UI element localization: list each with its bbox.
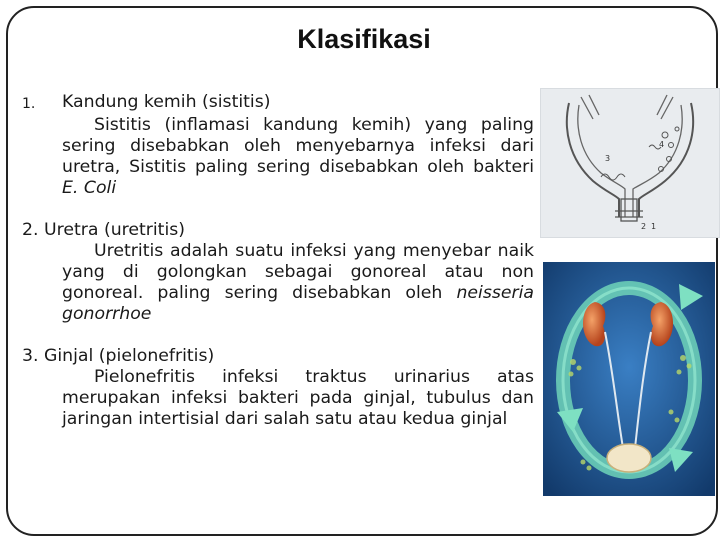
kidney-cycle-drawing: [543, 262, 715, 496]
diagram-label: 3: [605, 154, 611, 163]
section-heading: 2. Uretra (uretritis): [22, 220, 186, 240]
paragraph-italic: E. Coli: [62, 178, 117, 198]
bladder-diagram-image: [540, 88, 720, 238]
section-paragraph: [62, 241, 534, 325]
kidney-cycle-image: [543, 262, 715, 496]
section-heading-text: Kandung kemih (sistitis): [62, 92, 271, 112]
section-paragraph: [62, 367, 534, 430]
section-heading: [22, 92, 534, 115]
paragraph-text: Pielonefritis infeksi traktus urinarius atas merupakan infeksi bakteri pada ginjal, tubulus dan jaringan intertisial dari salah satu atau kedua ginjal: [62, 367, 534, 429]
section-sistitis: [22, 92, 534, 199]
diagram-label: 2: [641, 222, 647, 231]
section-pielonefritis: [22, 346, 534, 430]
diagram-label: 1: [651, 222, 657, 231]
list-number: 1.: [22, 96, 36, 112]
diagram-label: 4: [659, 140, 665, 149]
bladder-drawing: [541, 89, 719, 237]
paragraph-text: Sistitis (inflamasi kandung kemih) yang paling sering disebabkan oleh menyebarnya infeksi dari uretra, Sistitis paling sering disebabkan oleh bakteri: [62, 115, 534, 177]
paragraph-italic: neisseria gonorrhoe: [62, 283, 534, 324]
paragraph-text: Uretritis adalah suatu infeksi yang menyebar naik yang di golongkan sebagai gonoreal atau non gonoreal. paling sering disebabkan oleh: [62, 241, 534, 303]
section-uretritis: [22, 220, 534, 325]
section-heading: 3. Ginjal (pielonefritis): [22, 346, 215, 366]
slide-title: Klasifikasi: [297, 24, 431, 54]
content-column: [22, 92, 534, 451]
section-paragraph: [62, 115, 534, 199]
